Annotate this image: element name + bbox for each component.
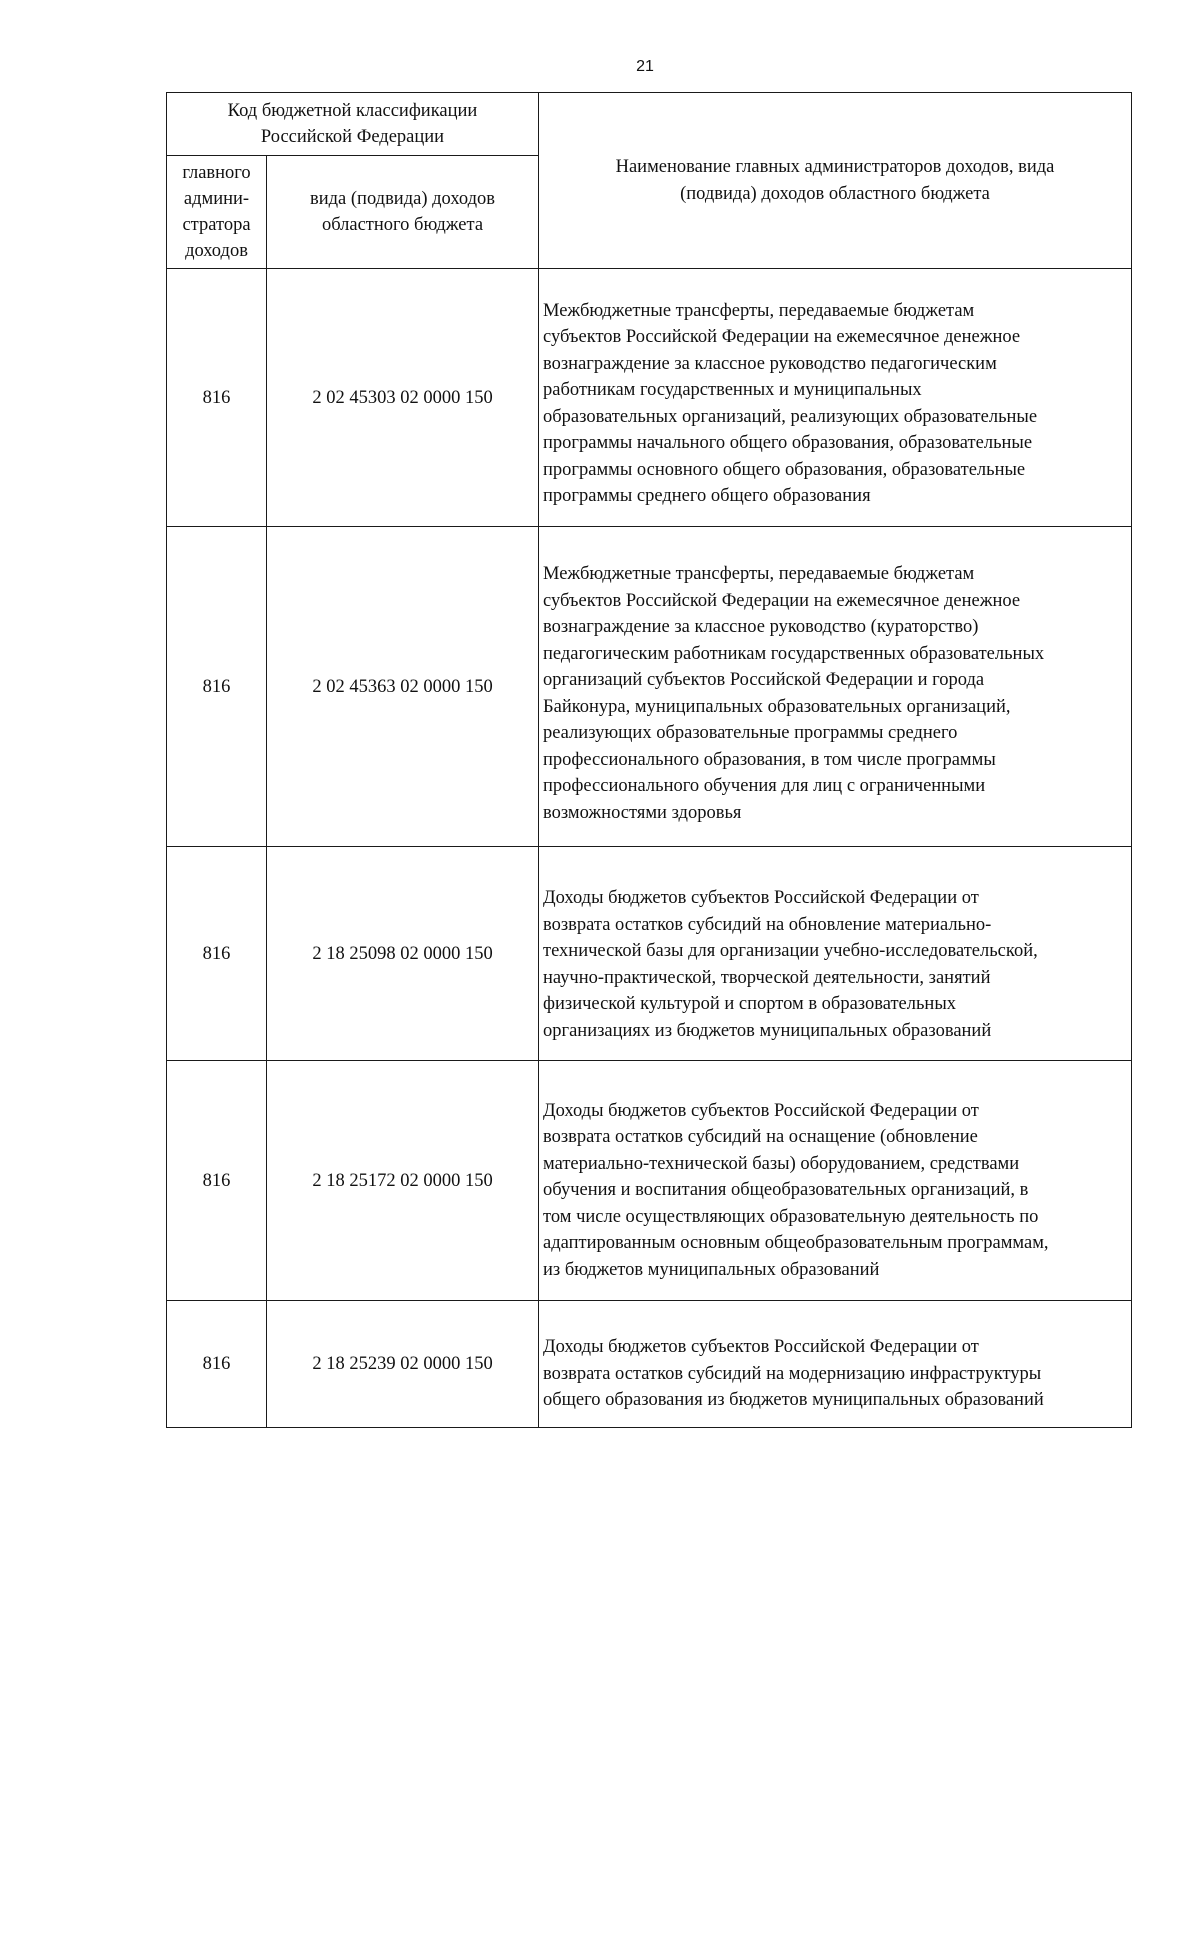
header-admin-line3: стратора [182,215,251,235]
admin-code-cell: 816 [167,527,267,847]
income-code-cell: 2 02 45363 02 0000 150 [267,527,539,847]
name-line: Доходы бюджетов субъектов Российской Федерации от [543,1100,979,1121]
header-admin-column [167,156,267,269]
table-row [167,527,1132,847]
name-line: организациях из бюджетов муниципальных образований [543,1020,992,1041]
name-line: программы начального общего образования, образовательные [543,433,1033,453]
header-code-line2: областного бюджета [321,215,484,235]
name-line: том числе осуществляющих образовательную деятельность по [543,1206,1039,1227]
header-name-column [539,93,1132,269]
table-row [167,1301,1132,1428]
admin-code-cell: 816 [167,269,267,527]
name-line: программы среднего общего образования [543,486,871,506]
name-line: программы основного общего образования, образовательные [543,459,1026,480]
income-code-cell: 2 18 25239 02 0000 150 [267,1301,539,1428]
income-name-cell [539,527,1132,847]
admin-code-cell: 816 [167,1301,267,1428]
header-admin-line1: главного [182,163,251,183]
header-name-line2: (подвида) доходов областного бюджета [680,183,990,204]
header-group-line1: Код бюджетной классификации [227,101,478,121]
name-line: профессионального обучения для лиц с ограниченными [543,776,986,796]
header-admin-line4: доходов [185,241,248,261]
name-line: возврата остатков субсидий на обновление материально- [543,914,992,935]
name-line: работникам государственных и муниципальных [543,380,922,400]
income-code-cell: 2 18 25098 02 0000 150 [267,847,539,1061]
page-number: 21 [636,58,654,75]
name-line: профессионального образования, в том числе программы [543,749,996,770]
header-name-line1: Наименование главных администраторов доходов, вида [615,156,1055,177]
income-name-cell [539,1061,1132,1301]
name-line: общего образования из бюджетов муниципальных образований [543,1390,1044,1411]
header-code-line1: вида (подвида) доходов [310,189,495,209]
name-line: организаций субъектов Российской Федерации и города [543,670,985,690]
income-code-cell: 2 02 45303 02 0000 150 [267,269,539,527]
income-name-cell [539,269,1132,527]
name-line: адаптированным основным общеобразовательным программам, [543,1233,1049,1254]
table-row [167,847,1132,1061]
name-line: субъектов Российской Федерации на ежемесячное денежное [543,590,1021,611]
header-budget-code-group [167,93,539,156]
name-line: из бюджетов муниципальных образований [543,1259,880,1280]
budget-classification-table [166,92,1132,1428]
admin-code-cell: 816 [167,1061,267,1301]
name-line: Межбюджетные трансферты, передаваемые бюджетам [543,564,975,584]
name-line: Доходы бюджетов субъектов Российской Федерации от [543,888,979,908]
name-line: научно-практической, творческой деятельности, занятий [543,967,991,988]
name-line: вознаграждение за классное руководство педагогическим [543,353,997,374]
name-line: возможностями здоровья [543,802,742,823]
name-line: обучения и воспитания общеобразовательных организаций, в [543,1180,1029,1201]
name-line: Межбюджетные трансферты, передаваемые бюджетам [543,300,975,321]
name-line: педагогическим работникам государственных образовательных [543,643,1045,664]
name-line: материально-технической базы) оборудованием, средствами [543,1153,1020,1174]
header-group-line2: Российской Федерации [260,127,445,147]
header-admin-line2: админи- [183,189,250,209]
name-line: субъектов Российской Федерации на ежемесячное денежное [543,327,1021,347]
name-line: реализующих образовательные программы среднего [543,723,958,743]
name-line: возврата остатков субсидий на модернизацию инфраструктуры [543,1363,1042,1384]
income-name-cell [539,1301,1132,1428]
table-row [167,269,1132,527]
income-name-cell [539,847,1132,1061]
income-code-cell: 2 18 25172 02 0000 150 [267,1061,539,1301]
name-line: физической культурой и спортом в образовательных [543,994,957,1014]
name-line: Доходы бюджетов субъектов Российской Федерации от [543,1337,979,1358]
name-line: возврата остатков субсидий на оснащение (обновление [543,1127,978,1148]
admin-code-cell: 816 [167,847,267,1061]
name-line: вознаграждение за классное руководство (кураторство) [543,617,979,637]
name-line: технической базы для организации учебно-исследовательской, [543,941,1038,961]
name-line: Байконура, муниципальных образовательных организаций, [543,696,1011,717]
table-row [167,1061,1132,1301]
header-code-column [267,156,539,269]
name-line: образовательных организаций, реализующих образовательные [543,406,1038,427]
